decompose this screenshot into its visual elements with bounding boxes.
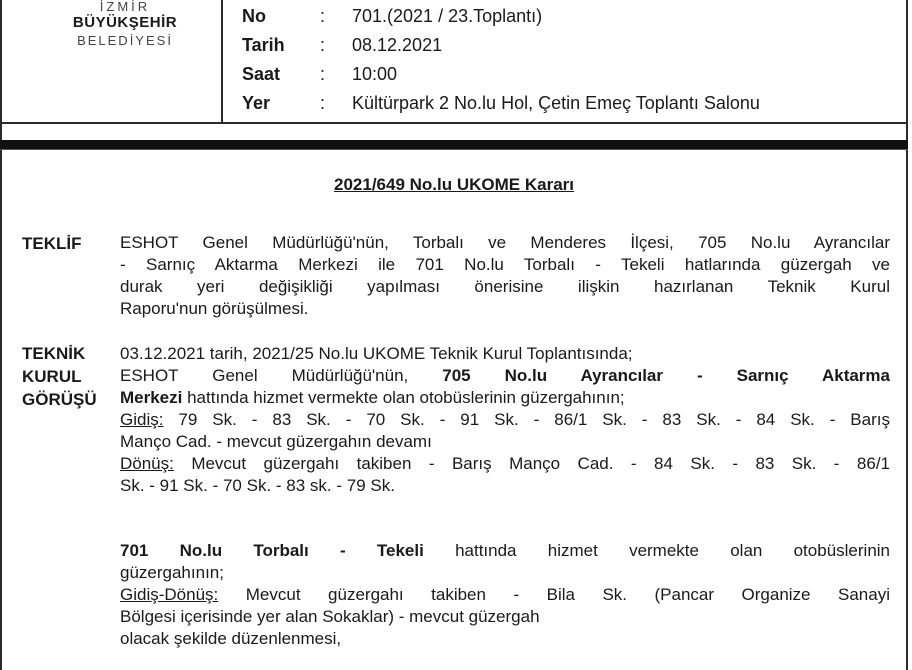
header-divider bbox=[221, 0, 223, 122]
teknik-kurul-gorusu-label bbox=[22, 342, 97, 411]
body-line bbox=[120, 540, 890, 562]
text-span: Mevcut güzergahı takiben - Barış Manço Cad. - 84 Sk. - 83 Sk. - 86/1 bbox=[173, 454, 890, 473]
label-line: TEKNİK bbox=[22, 344, 86, 363]
route-701-name: 701 No.lu Torbalı - Tekeli bbox=[120, 541, 424, 560]
route-701-text bbox=[120, 540, 890, 650]
decision-title: 2021/649 No.lu UKOME Kararı bbox=[334, 175, 574, 194]
meta-value: 08.12.2021 bbox=[352, 35, 443, 55]
gidis-label: Gidiş: bbox=[120, 410, 164, 429]
logo-line-belediyesi: BELEDİYESİ bbox=[77, 33, 173, 48]
gidis-donus-line: Bölgesi içerisinde yer alan Sokaklar) - mevcut güzergah bbox=[120, 607, 540, 626]
body-line bbox=[120, 365, 890, 387]
teklif-text bbox=[120, 232, 890, 320]
gidis-line bbox=[120, 409, 890, 431]
body-line bbox=[120, 387, 890, 409]
meta-key: Tarih bbox=[242, 35, 285, 55]
donus-line bbox=[120, 453, 890, 475]
meta-key: Saat bbox=[242, 64, 281, 84]
meta-row-tarih bbox=[242, 31, 760, 60]
logo-line-izmir: İZMİR bbox=[99, 0, 151, 14]
page-border-left bbox=[0, 0, 2, 670]
gidis-donus-label: Gidiş-Dönüş: bbox=[120, 585, 219, 604]
donus-line: Sk. - 91 Sk. - 70 Sk. - 83 sk. - 79 Sk. bbox=[120, 476, 395, 495]
gidis-donus-line: olacak şekilde düzenlenmesi, bbox=[120, 629, 342, 648]
section-divider-thick bbox=[0, 140, 908, 149]
meta-key: No bbox=[242, 6, 266, 26]
teklif-line: ESHOT Genel Müdürlüğü'nün, Torbalı ve Menderes İlçesi, 705 No.lu Ayrancılar bbox=[120, 233, 890, 252]
meeting-info bbox=[242, 2, 760, 118]
meta-sep: : bbox=[320, 6, 326, 26]
text-span: 79 Sk. - 83 Sk. - 70 Sk. - 91 Sk. - 86/1 Sk. - 83 Sk. - 84 Sk. - Barış bbox=[163, 410, 890, 429]
meta-value: 10:00 bbox=[352, 64, 398, 84]
teklif-line: durak yeri değişikliği yapılması önerisine ilişkin hazırlanan Teknik Kurul bbox=[120, 277, 890, 296]
meta-key: Yer bbox=[242, 93, 271, 113]
meta-value: 701.(2021 / 23.Toplantı) bbox=[352, 6, 543, 26]
route-705-name-end: Merkezi bbox=[120, 388, 183, 407]
meta-sep: : bbox=[320, 35, 326, 55]
label-line: KURUL bbox=[22, 367, 82, 386]
meta-row-saat bbox=[242, 60, 760, 89]
body-line: güzergahının; bbox=[120, 563, 224, 582]
text-span: hattında hizmet vermekte olan otobüslerinin bbox=[423, 541, 890, 560]
header-bottom-rule bbox=[0, 122, 908, 124]
gidis-line: Manço Cad. - mevcut güzergahın devamı bbox=[120, 432, 432, 451]
meta-row-yer bbox=[242, 89, 760, 118]
gidis-donus-line bbox=[120, 584, 890, 606]
teklif-label: TEKLİF bbox=[22, 234, 82, 253]
donus-label: Dönüş: bbox=[120, 454, 174, 473]
label-line: GÖRÜŞÜ bbox=[22, 390, 97, 409]
teknik-kurul-text bbox=[120, 343, 890, 497]
meta-sep: : bbox=[320, 93, 326, 113]
municipality-logo bbox=[40, 0, 210, 49]
teklif-line: - Sarnıç Aktarma Merkezi ile 701 No.lu Torbalı - Tekeli hatlarında güzergah ve bbox=[120, 255, 890, 274]
text-span: Mevcut güzergahı takiben - Bila Sk. (Pancar Organize Sanayi bbox=[218, 585, 890, 604]
intro-line: 03.12.2021 tarih, 2021/25 No.lu UKOME Teknik Kurul Toplantısında; bbox=[120, 344, 633, 363]
teklif-line: Raporu'nun görüşülmesi. bbox=[120, 299, 309, 318]
text-span: ESHOT Genel Müdürlüğü'nün, bbox=[120, 366, 443, 385]
logo-line-buyuksehir: BÜYÜKŞEHİR bbox=[72, 14, 178, 31]
route-705-name: 705 No.lu Ayrancılar - Sarnıç Aktarma bbox=[442, 366, 890, 385]
page-border-right bbox=[906, 0, 908, 670]
text-span: hattında hizmet vermekte olan otobüslerinin güzergahının; bbox=[182, 388, 625, 407]
meta-sep: : bbox=[320, 64, 326, 84]
meta-row-no bbox=[242, 2, 760, 31]
section-divider-thin bbox=[0, 149, 908, 150]
meta-value: Kültürpark 2 No.lu Hol, Çetin Emeç Toplantı Salonu bbox=[352, 93, 760, 113]
